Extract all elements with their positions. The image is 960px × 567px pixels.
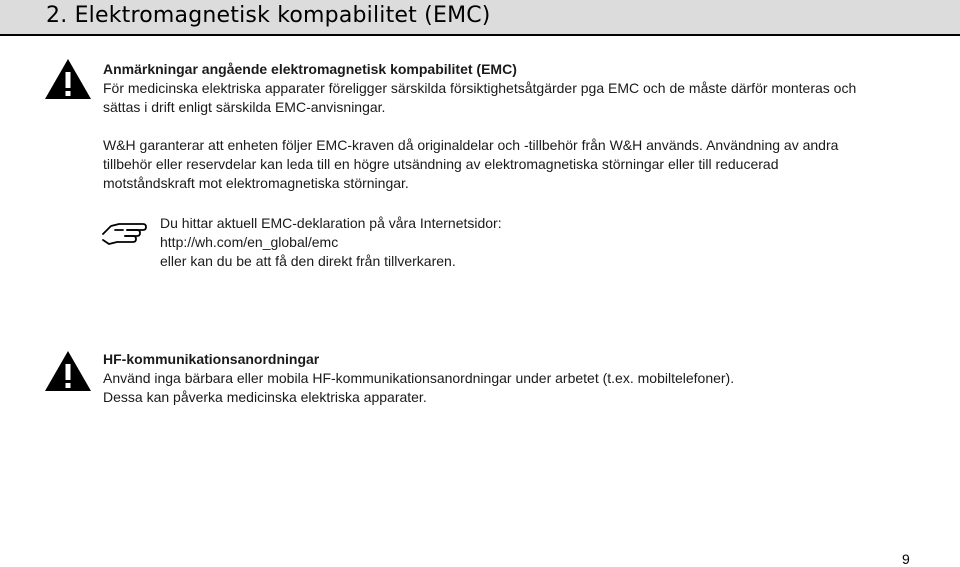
page-number: 9 — [902, 551, 910, 567]
emc-guarantee — [103, 136, 838, 193]
emc-heading: Anmärkningar angående elektromagnetisk kompabilitet (EMC) — [103, 61, 517, 77]
hf-heading: HF-kommunikationsanordningar — [103, 351, 320, 367]
guarantee-line: W&H garanterar att enheten följer EMC-kraven då originaldelar och -tillbehör från W&H används. Användning av andra — [103, 137, 839, 153]
page-title: 2. Elektromagnetisk kompabilitet (EMC) — [46, 3, 491, 28]
header-divider — [0, 34, 960, 36]
hf-section — [103, 350, 734, 407]
guarantee-line: motståndskraft mot elektromagnetiska störningar. — [103, 175, 409, 191]
emc-section — [103, 60, 856, 117]
hf-line: Dessa kan påverka medicinska elektriska apparater. — [103, 389, 427, 405]
emc-intro-line: För medicinska elektriska apparater föreligger särskilda försiktighetsåtgärder pga EMC och de måste därför monteras och — [103, 80, 857, 96]
pointing-hand-icon — [101, 218, 147, 246]
warning-triangle-icon — [44, 58, 92, 100]
emc-note — [160, 214, 502, 271]
header-bar — [0, 0, 960, 34]
warning-triangle-icon — [44, 350, 92, 392]
emc-link[interactable]: http://wh.com/en_global/emc — [160, 234, 339, 250]
guarantee-line: tillbehör eller reservdelar kan leda till en högre utsändning av elektromagnetiska störningar eller till reducerad — [103, 156, 779, 172]
note-line: Du hittar aktuell EMC-deklaration på våra Internetsidor: — [160, 215, 502, 231]
emc-intro-line: sättas i drift enligt särskilda EMC-anvisningar. — [103, 99, 386, 115]
note-line: eller kan du be att få den direkt från tillverkaren. — [160, 253, 456, 269]
hf-line: Använd inga bärbara eller mobila HF-kommunikationsanordningar under arbetet (t.ex. mobiltelefoner). — [103, 370, 735, 386]
